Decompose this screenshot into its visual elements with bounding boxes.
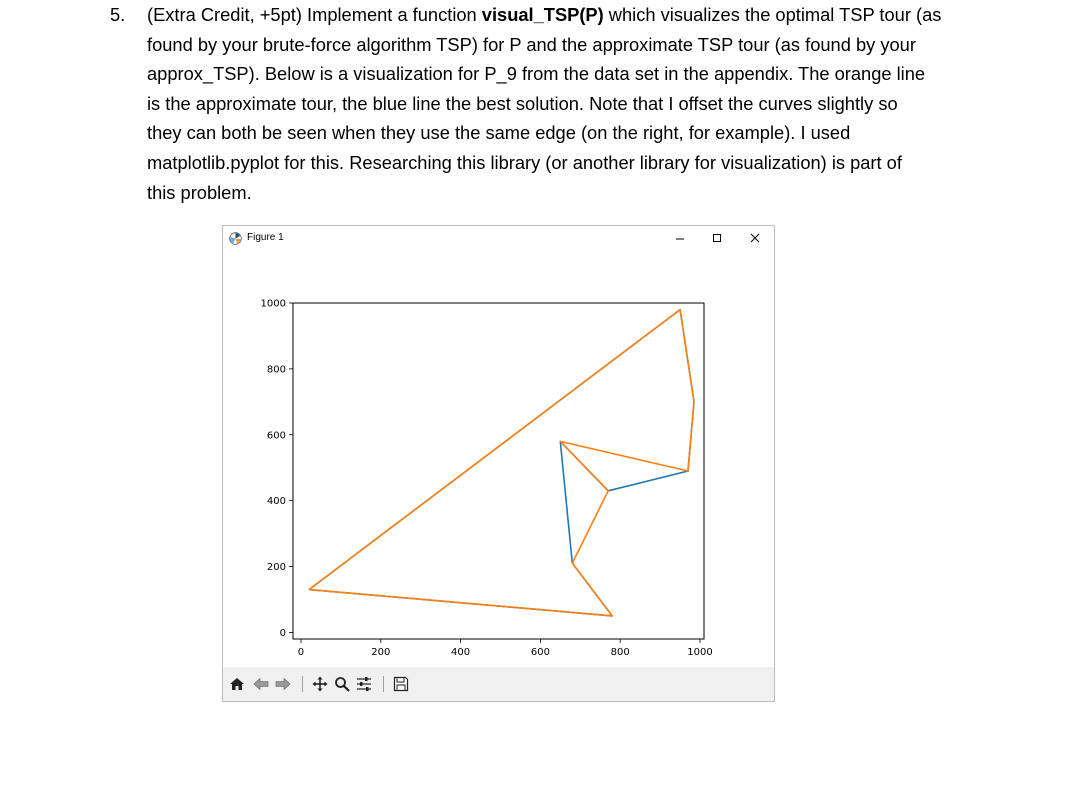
maximize-icon[interactable] — [706, 228, 728, 248]
question-line — [147, 178, 1050, 208]
back-arrow-icon[interactable] — [252, 675, 270, 693]
title-bar[interactable] — [223, 226, 774, 252]
question-text-segment: matplotlib.pyplot for this. Researching this library (or another library for visualization) is part of — [147, 151, 902, 173]
minimize-icon[interactable] — [669, 228, 691, 248]
question-text-segment: found by your brute-force algorithm TSP) for P and the approximate TSP tour (as found by your — [147, 33, 916, 55]
series-line-0 — [309, 310, 694, 616]
home-icon[interactable] — [228, 675, 246, 693]
figure-window[interactable] — [222, 225, 775, 702]
question-text-segment: is the approximate tour, the blue line the best solution. Note that I offset the curves slightly so — [147, 92, 898, 114]
y-tick-label: 1000 — [260, 298, 286, 310]
y-tick-label: 400 — [266, 496, 286, 508]
question-text-segment: this problem. — [147, 181, 252, 203]
function-name: visual_TSP(P) — [481, 4, 604, 25]
matplotlib-icon — [229, 232, 242, 245]
x-tick-label: 0 — [297, 647, 305, 658]
series-line-1 — [309, 310, 694, 616]
question-line — [147, 89, 1050, 119]
x-tick-label: 200 — [371, 647, 391, 658]
question-line — [147, 0, 1050, 30]
pan-icon[interactable] — [311, 675, 329, 693]
forward-arrow-icon[interactable] — [274, 675, 292, 693]
y-tick-label: 200 — [266, 562, 286, 574]
zoom-icon[interactable] — [333, 675, 351, 693]
question-text-segment: (Extra Credit, +5pt) Implement a function — [147, 4, 482, 25]
question-line — [147, 30, 1050, 60]
question-text-segment: which visualizes the optimal TSP tour (as — [603, 4, 942, 25]
question-number: 5. — [110, 4, 126, 25]
y-tick-label: 0 — [279, 627, 286, 639]
toolbar-separator — [383, 676, 384, 692]
question-text — [110, 0, 1050, 207]
question-line — [147, 118, 1050, 148]
configure-subplots-icon[interactable] — [355, 675, 373, 693]
question-text-segment: approx_TSP). Below is a visualization for P_9 from the data set in the appendix. The orange line — [147, 63, 926, 85]
x-tick-label: 600 — [530, 647, 550, 658]
toolbar-separator — [302, 676, 303, 692]
question-line — [147, 59, 1050, 89]
y-tick-label: 600 — [266, 430, 286, 442]
x-tick-label: 400 — [451, 647, 471, 658]
close-icon[interactable] — [744, 228, 766, 248]
navigation-toolbar — [223, 667, 774, 701]
x-tick-label: 800 — [610, 647, 630, 658]
x-tick-label: 1000 — [687, 647, 713, 658]
axes-frame — [293, 303, 704, 639]
question-line — [147, 148, 1050, 178]
question-body — [147, 0, 1050, 207]
window-title: Figure 1 — [247, 232, 284, 243]
y-tick-label: 800 — [266, 364, 286, 376]
save-icon[interactable] — [392, 675, 410, 693]
plot-canvas[interactable] — [223, 252, 774, 666]
question-text-segment: they can both be seen when they use the same edge (on the right, for example). I used — [147, 122, 851, 144]
